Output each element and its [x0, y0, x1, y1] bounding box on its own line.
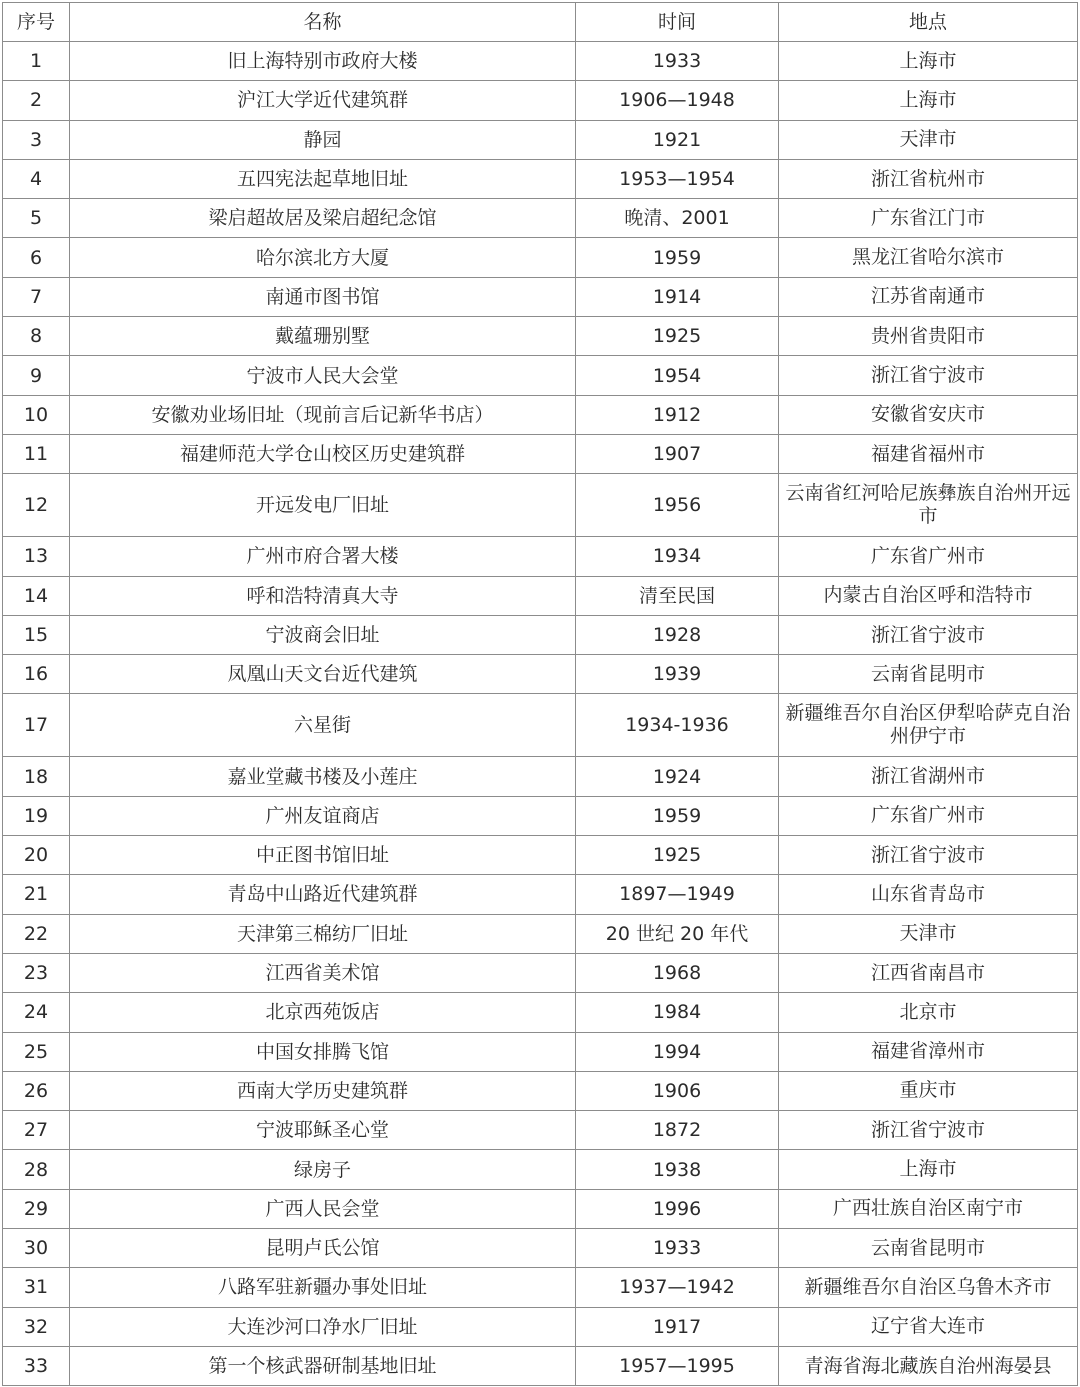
cell-time: 1934-1936	[576, 694, 779, 757]
table-row	[3, 434, 1078, 473]
cell-place: 浙江省宁波市	[779, 615, 1078, 654]
cell-place: 浙江省湖州市	[779, 757, 1078, 796]
table-row	[3, 42, 1078, 81]
table-row	[3, 836, 1078, 875]
cell-no: 24	[3, 993, 70, 1032]
cell-place: 广西壮族自治区南宁市	[779, 1189, 1078, 1228]
cell-no: 16	[3, 655, 70, 694]
cell-no: 5	[3, 199, 70, 238]
cell-name: 绿房子	[70, 1150, 576, 1189]
header-time: 时间	[576, 3, 779, 42]
cell-name: 旧上海特别市政府大楼	[70, 42, 576, 81]
cell-time: 1912	[576, 395, 779, 434]
cell-no: 15	[3, 615, 70, 654]
cell-no: 9	[3, 356, 70, 395]
header-place: 地点	[779, 3, 1078, 42]
cell-place: 天津市	[779, 120, 1078, 159]
cell-no: 29	[3, 1189, 70, 1228]
cell-name: 大连沙河口净水厂旧址	[70, 1307, 576, 1346]
cell-no: 20	[3, 836, 70, 875]
table-body	[3, 42, 1078, 1386]
cell-name: 西南大学历史建筑群	[70, 1071, 576, 1110]
header-name: 名称	[70, 3, 576, 42]
cell-no: 2	[3, 81, 70, 120]
cell-no: 6	[3, 238, 70, 277]
cell-time: 1953—1954	[576, 159, 779, 198]
table-row	[3, 159, 1078, 198]
cell-time: 1984	[576, 993, 779, 1032]
cell-time: 1937—1942	[576, 1268, 779, 1307]
cell-name: 昆明卢氏公馆	[70, 1229, 576, 1268]
table-row	[3, 655, 1078, 694]
cell-no: 4	[3, 159, 70, 198]
cell-no: 1	[3, 42, 70, 81]
cell-time: 1938	[576, 1150, 779, 1189]
header-no: 序号	[3, 3, 70, 42]
cell-name: 八路军驻新疆办事处旧址	[70, 1268, 576, 1307]
cell-time: 1939	[576, 655, 779, 694]
cell-time: 1933	[576, 1229, 779, 1268]
cell-time: 晚清、2001	[576, 199, 779, 238]
cell-place: 浙江省杭州市	[779, 159, 1078, 198]
cell-time: 1959	[576, 796, 779, 835]
cell-name: 凤凰山天文台近代建筑	[70, 655, 576, 694]
cell-time: 1921	[576, 120, 779, 159]
table-row	[3, 81, 1078, 120]
cell-place: 辽宁省大连市	[779, 1307, 1078, 1346]
cell-name: 广州友谊商店	[70, 796, 576, 835]
cell-no: 8	[3, 317, 70, 356]
cell-place: 浙江省宁波市	[779, 356, 1078, 395]
cell-name: 安徽劝业场旧址（现前言后记新华书店）	[70, 395, 576, 434]
table-row	[3, 1071, 1078, 1110]
table-row	[3, 317, 1078, 356]
table-row	[3, 875, 1078, 914]
cell-time: 1956	[576, 474, 779, 537]
cell-no: 12	[3, 474, 70, 537]
cell-place: 上海市	[779, 1150, 1078, 1189]
table-row	[3, 238, 1078, 277]
cell-time: 1906—1948	[576, 81, 779, 120]
cell-no: 32	[3, 1307, 70, 1346]
cell-name: 中国女排腾飞馆	[70, 1032, 576, 1071]
cell-place: 北京市	[779, 993, 1078, 1032]
cell-place: 云南省红河哈尼族彝族自治州开远市	[779, 474, 1078, 537]
cell-place: 黑龙江省哈尔滨市	[779, 238, 1078, 277]
cell-name: 广州市府合署大楼	[70, 537, 576, 576]
cell-name: 梁启超故居及梁启超纪念馆	[70, 199, 576, 238]
cell-time: 1994	[576, 1032, 779, 1071]
cell-no: 10	[3, 395, 70, 434]
cell-name: 宁波市人民大会堂	[70, 356, 576, 395]
cell-place: 安徽省安庆市	[779, 395, 1078, 434]
cell-no: 14	[3, 576, 70, 615]
table-row	[3, 1032, 1078, 1071]
cell-place: 上海市	[779, 42, 1078, 81]
cell-name: 南通市图书馆	[70, 277, 576, 316]
cell-time: 1906	[576, 1071, 779, 1110]
cell-time: 1928	[576, 615, 779, 654]
cell-place: 内蒙古自治区呼和浩特市	[779, 576, 1078, 615]
cell-no: 3	[3, 120, 70, 159]
cell-time: 1924	[576, 757, 779, 796]
table-header	[3, 3, 1078, 42]
cell-name: 福建师范大学仓山校区历史建筑群	[70, 434, 576, 473]
cell-name: 嘉业堂藏书楼及小莲庄	[70, 757, 576, 796]
cell-no: 26	[3, 1071, 70, 1110]
table-row	[3, 1229, 1078, 1268]
cell-place: 江西省南昌市	[779, 953, 1078, 992]
cell-place: 青海省海北藏族自治州海晏县	[779, 1346, 1078, 1385]
cell-place: 上海市	[779, 81, 1078, 120]
cell-name: 宁波商会旧址	[70, 615, 576, 654]
table-row	[3, 120, 1078, 159]
cell-name: 中正图书馆旧址	[70, 836, 576, 875]
table-row	[3, 199, 1078, 238]
cell-time: 20 世纪 20 年代	[576, 914, 779, 953]
table-row	[3, 953, 1078, 992]
table-row	[3, 474, 1078, 537]
cell-name: 开远发电厂旧址	[70, 474, 576, 537]
cell-time: 1959	[576, 238, 779, 277]
table-row	[3, 757, 1078, 796]
table-row	[3, 1307, 1078, 1346]
table-row	[3, 1346, 1078, 1385]
cell-no: 25	[3, 1032, 70, 1071]
cell-time: 1925	[576, 836, 779, 875]
cell-place: 山东省青岛市	[779, 875, 1078, 914]
cell-time: 1917	[576, 1307, 779, 1346]
cell-time: 1872	[576, 1111, 779, 1150]
cell-no: 13	[3, 537, 70, 576]
cell-place: 广东省广州市	[779, 537, 1078, 576]
table-row	[3, 576, 1078, 615]
cell-place: 广东省广州市	[779, 796, 1078, 835]
cell-place: 云南省昆明市	[779, 1229, 1078, 1268]
table-row	[3, 914, 1078, 953]
cell-no: 17	[3, 694, 70, 757]
cell-place: 天津市	[779, 914, 1078, 953]
cell-time: 1914	[576, 277, 779, 316]
cell-place: 福建省福州市	[779, 434, 1078, 473]
cell-place: 浙江省宁波市	[779, 1111, 1078, 1150]
table-row	[3, 1189, 1078, 1228]
cell-place: 新疆维吾尔自治区伊犁哈萨克自治州伊宁市	[779, 694, 1078, 757]
cell-name: 沪江大学近代建筑群	[70, 81, 576, 120]
table-row	[3, 993, 1078, 1032]
table-row	[3, 694, 1078, 757]
table-row	[3, 796, 1078, 835]
cell-place: 重庆市	[779, 1071, 1078, 1110]
cell-time: 1925	[576, 317, 779, 356]
cell-no: 18	[3, 757, 70, 796]
cell-no: 22	[3, 914, 70, 953]
table-row	[3, 277, 1078, 316]
cell-no: 19	[3, 796, 70, 835]
cell-place: 江苏省南通市	[779, 277, 1078, 316]
table-row	[3, 1268, 1078, 1307]
cell-name: 五四宪法起草地旧址	[70, 159, 576, 198]
cell-time: 1968	[576, 953, 779, 992]
table-row	[3, 395, 1078, 434]
cell-time: 清至民国	[576, 576, 779, 615]
cell-no: 11	[3, 434, 70, 473]
cell-time: 1934	[576, 537, 779, 576]
cell-no: 27	[3, 1111, 70, 1150]
cell-name: 北京西苑饭店	[70, 993, 576, 1032]
cell-place: 浙江省宁波市	[779, 836, 1078, 875]
cell-name: 呼和浩特清真大寺	[70, 576, 576, 615]
cell-name: 宁波耶稣圣心堂	[70, 1111, 576, 1150]
cell-name: 江西省美术馆	[70, 953, 576, 992]
cell-time: 1957—1995	[576, 1346, 779, 1385]
cell-name: 广西人民会堂	[70, 1189, 576, 1228]
cell-time: 1954	[576, 356, 779, 395]
cell-name: 青岛中山路近代建筑群	[70, 875, 576, 914]
cell-no: 7	[3, 277, 70, 316]
heritage-table	[2, 2, 1078, 1386]
table-row	[3, 537, 1078, 576]
cell-name: 戴蕴珊别墅	[70, 317, 576, 356]
table-row	[3, 356, 1078, 395]
cell-place: 云南省昆明市	[779, 655, 1078, 694]
cell-time: 1996	[576, 1189, 779, 1228]
cell-no: 23	[3, 953, 70, 992]
cell-place: 广东省江门市	[779, 199, 1078, 238]
cell-place: 贵州省贵阳市	[779, 317, 1078, 356]
cell-no: 31	[3, 1268, 70, 1307]
table-row	[3, 615, 1078, 654]
cell-time: 1933	[576, 42, 779, 81]
header-row	[3, 3, 1078, 42]
cell-name: 六星街	[70, 694, 576, 757]
cell-name: 静园	[70, 120, 576, 159]
table-row	[3, 1150, 1078, 1189]
cell-no: 21	[3, 875, 70, 914]
table-row	[3, 1111, 1078, 1150]
cell-place: 福建省漳州市	[779, 1032, 1078, 1071]
cell-place: 新疆维吾尔自治区乌鲁木齐市	[779, 1268, 1078, 1307]
cell-name: 哈尔滨北方大厦	[70, 238, 576, 277]
cell-time: 1897—1949	[576, 875, 779, 914]
cell-name: 第一个核武器研制基地旧址	[70, 1346, 576, 1385]
cell-time: 1907	[576, 434, 779, 473]
cell-no: 30	[3, 1229, 70, 1268]
cell-name: 天津第三棉纺厂旧址	[70, 914, 576, 953]
cell-no: 33	[3, 1346, 70, 1385]
cell-no: 28	[3, 1150, 70, 1189]
